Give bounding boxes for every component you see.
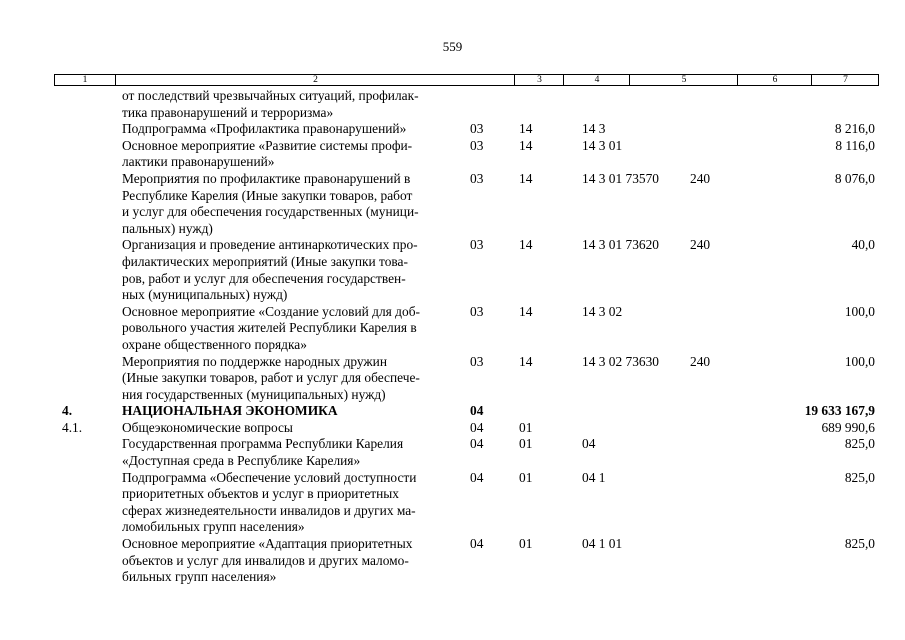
table-row bbox=[0, 237, 905, 303]
description-line: тика правонарушений и терроризма» bbox=[122, 104, 334, 120]
amount: 40,0 bbox=[851, 237, 875, 253]
description-line: Мероприятия по поддержке народных дружин bbox=[122, 353, 388, 369]
header-col-6: 6 bbox=[737, 75, 812, 85]
description-line: Республике Карелия (Иные закупки товаров, работ bbox=[122, 187, 413, 203]
row-description bbox=[122, 403, 457, 420]
row-description bbox=[122, 354, 457, 404]
amount: 100,0 bbox=[844, 303, 875, 319]
description-line: сферах жизнедеятельности инвалидов и других ма- bbox=[122, 502, 416, 518]
header-col-7: 7 bbox=[811, 75, 879, 85]
description-line: бильных групп населения» bbox=[122, 569, 277, 585]
subsection-code: 14 bbox=[519, 353, 533, 369]
row-description bbox=[122, 304, 457, 354]
description-line: от последствий чрезвычайных ситуаций, профилак- bbox=[122, 88, 419, 103]
section-code: 03 bbox=[470, 303, 484, 319]
target-article-code: 14 3 02 73630 bbox=[582, 353, 659, 369]
section-code: 03 bbox=[470, 170, 484, 186]
subsection-code: 14 bbox=[519, 121, 533, 137]
section-code: 04 bbox=[470, 469, 484, 485]
description-line: «Доступная среда в Республике Карелия» bbox=[122, 453, 361, 469]
target-article-code: 14 3 01 73570 bbox=[582, 170, 659, 186]
row-description bbox=[122, 436, 457, 469]
amount: 689 990,6 bbox=[821, 419, 875, 435]
description-line: пальных) нужд) bbox=[122, 220, 213, 236]
section-code: 04 bbox=[470, 419, 484, 435]
target-article-code: 14 3 01 bbox=[582, 137, 623, 153]
table-header bbox=[54, 74, 879, 86]
subsection-code: 01 bbox=[519, 469, 533, 485]
description-line: Подпрограмма «Обеспечение условий доступности bbox=[122, 469, 417, 485]
section-code: 03 bbox=[470, 353, 484, 369]
expense-type-code: 240 bbox=[690, 237, 711, 253]
row-description bbox=[122, 420, 457, 437]
subsection-code: 14 bbox=[519, 170, 533, 186]
table-row bbox=[0, 88, 905, 121]
target-article-code: 14 3 01 73620 bbox=[582, 237, 659, 253]
section-code: 04 bbox=[470, 403, 484, 419]
table-row bbox=[0, 436, 905, 469]
subsection-code: 14 bbox=[519, 237, 533, 253]
header-col-5: 5 bbox=[629, 75, 738, 85]
description-line: охране общественного порядка» bbox=[122, 336, 307, 352]
section-code: 04 bbox=[470, 536, 484, 552]
row-description bbox=[122, 470, 457, 536]
table-row bbox=[0, 354, 905, 404]
description-line: ров, работ и услуг для обеспечения государствен- bbox=[122, 270, 406, 286]
target-article-code: 14 3 02 bbox=[582, 303, 623, 319]
subsection-code: 01 bbox=[519, 419, 533, 435]
table-row bbox=[0, 403, 905, 420]
row-number: 4. bbox=[62, 403, 73, 419]
section-code: 04 bbox=[470, 436, 484, 452]
amount: 100,0 bbox=[844, 353, 875, 369]
row-description bbox=[122, 138, 457, 171]
subsection-code: 14 bbox=[519, 137, 533, 153]
row-number: 4.1. bbox=[62, 419, 83, 435]
page-number: 559 bbox=[442, 39, 463, 54]
table-row bbox=[0, 304, 905, 354]
description-line: ровольного участия жителей Республики Карелия в bbox=[122, 320, 417, 336]
header-col-3: 3 bbox=[514, 75, 564, 85]
description-line: (Иные закупки товаров, работ и услуг для обеспече- bbox=[122, 370, 420, 386]
table-row bbox=[0, 420, 905, 437]
description-line: ния государственных (муниципальных) нужд) bbox=[122, 386, 386, 402]
subsection-code: 01 bbox=[519, 536, 533, 552]
amount: 8 076,0 bbox=[834, 170, 875, 186]
target-article-code: 14 3 bbox=[582, 121, 606, 137]
description-line: НАЦИОНАЛЬНАЯ ЭКОНОМИКА bbox=[122, 403, 338, 419]
target-article-code: 04 1 bbox=[582, 469, 606, 485]
header-col-4: 4 bbox=[563, 75, 630, 85]
amount: 19 633 167,9 bbox=[804, 403, 875, 419]
header-col-1: 1 bbox=[82, 75, 88, 85]
row-description bbox=[122, 88, 457, 121]
amount: 825,0 bbox=[844, 469, 875, 485]
table-row bbox=[0, 536, 905, 586]
row-description bbox=[122, 171, 457, 237]
table-row bbox=[0, 138, 905, 171]
expense-type-code: 240 bbox=[690, 170, 711, 186]
table-row bbox=[0, 121, 905, 138]
row-description bbox=[122, 237, 457, 303]
amount: 825,0 bbox=[844, 536, 875, 552]
description-line: Основное мероприятие «Создание условий для доб- bbox=[122, 303, 420, 319]
section-code: 03 bbox=[470, 237, 484, 253]
description-line: Организация и проведение антинаркотических про- bbox=[122, 237, 418, 253]
subsection-code: 01 bbox=[519, 436, 533, 452]
description-line: Государственная программа Республики Карелия bbox=[122, 436, 404, 452]
section-code: 03 bbox=[470, 137, 484, 153]
table-row bbox=[0, 470, 905, 536]
amount: 825,0 bbox=[844, 436, 875, 452]
description-line: и услуг для обеспечения государственных (муници- bbox=[122, 204, 419, 220]
amount: 8 116,0 bbox=[835, 137, 875, 153]
header-col-2: 2 bbox=[115, 75, 515, 85]
target-article-code: 04 1 01 bbox=[582, 536, 623, 552]
section-code: 03 bbox=[470, 121, 484, 137]
target-article-code: 04 bbox=[582, 436, 596, 452]
subsection-code: 14 bbox=[519, 303, 533, 319]
description-line: ных (муниципальных) нужд) bbox=[122, 287, 288, 303]
row-description bbox=[122, 121, 457, 138]
table-row bbox=[0, 171, 905, 237]
description-line: Общеэкономические вопросы bbox=[122, 419, 293, 435]
table-body bbox=[0, 88, 905, 586]
description-line: филактических мероприятий (Иные закупки това- bbox=[122, 253, 408, 269]
description-line: Мероприятия по профилактике правонарушений в bbox=[122, 170, 411, 186]
description-line: приоритетных объектов и услуг в приоритетных bbox=[122, 486, 399, 502]
description-line: ломобильных групп населения» bbox=[122, 519, 305, 535]
expense-type-code: 240 bbox=[690, 353, 711, 369]
amount: 8 216,0 bbox=[834, 121, 875, 137]
description-line: лактики правонарушений» bbox=[122, 154, 275, 170]
description-line: Основное мероприятие «Развитие системы профи- bbox=[122, 137, 413, 153]
description-line: Основное мероприятие «Адаптация приоритетных bbox=[122, 536, 413, 552]
description-line: объектов и услуг для инвалидов и других маломо- bbox=[122, 552, 409, 568]
row-description bbox=[122, 536, 457, 586]
description-line: Подпрограмма «Профилактика правонарушений» bbox=[122, 121, 407, 137]
